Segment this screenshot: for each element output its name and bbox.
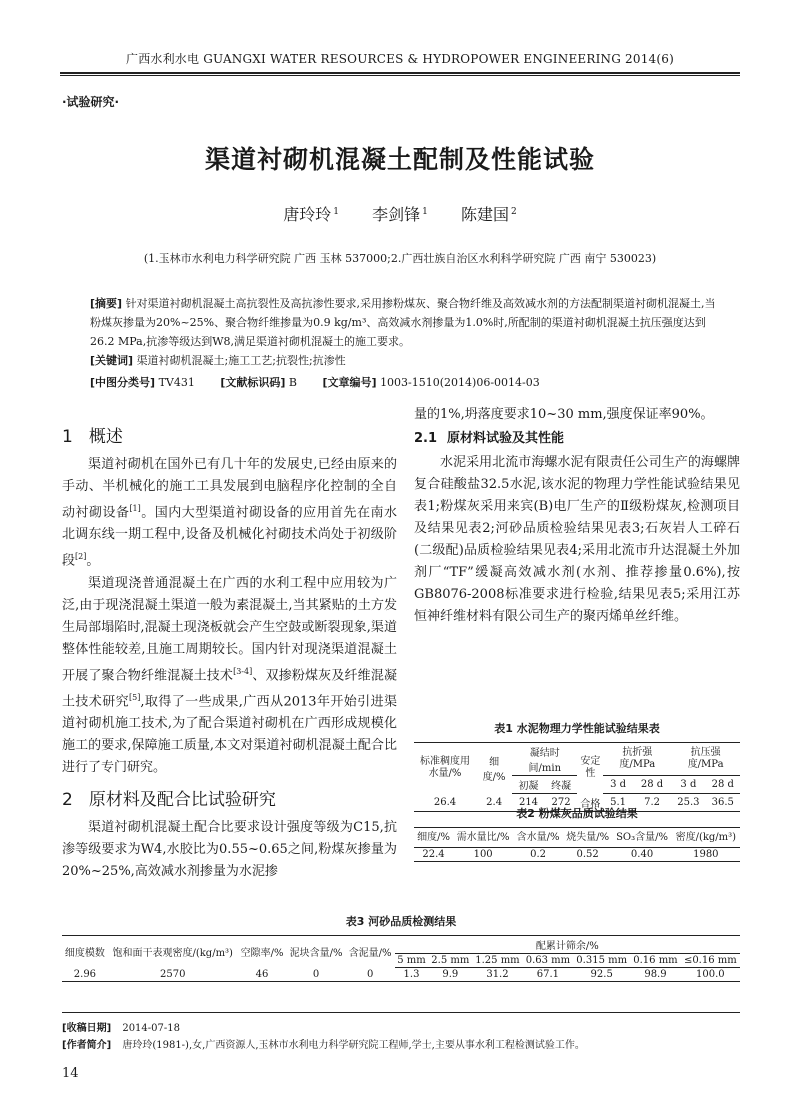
table-cell: 0.2 <box>530 849 546 860</box>
table-cell: 5.1 <box>610 796 627 808</box>
table-cell: 0 <box>366 968 374 980</box>
table-header: 需水量比/% <box>453 828 513 848</box>
left-column <box>62 422 397 883</box>
table-header: 抗压强度/MPa <box>671 743 740 776</box>
paragraph: 水泥采用北流市海螺水泥有限责任公司生产的海螺牌复合硅酸盐32.5水泥,该水泥的物理力学性能试验结果见表1;粉煤灰采用来宾(B)电厂生产的Ⅱ级粉煤灰,检测项目及结果见表2;河砂品质检验结果见表3;石灰岩人工碎石(二级配)品质检验结果见表4;采用北流市升达混凝土外加剂厂“TF”缓凝高效减水剂(水剂、推荐掺量0.6%),按GB8076-2008标准要求进行检验,结果见表5;采用江苏恒神纤维材料有限公司生产的聚丙烯单丝纤维。 <box>414 455 740 624</box>
abstract-text: 针对渠道衬砌机混凝土高抗裂性及高抗渗性要求,采用掺粉煤灰、聚合物纤维及高效减水剂的方法配制渠道衬砌机混凝土,当粉煤灰掺量为20%~25%、聚合物纤维掺量为0.9 kg/m³、高效减水剂掺量为1.0%时,所配制的渠道衬砌机混凝土抗压强度达到26.2 MPa,抗渗等级达到W8,满足渠道衬砌机混凝土的施工要求。 <box>90 297 716 348</box>
table-header: 配累计筛余/% <box>395 936 740 954</box>
paper-title: 渠道衬砌机混凝土配制及性能试验 <box>204 145 595 174</box>
table-3 <box>62 913 740 982</box>
table-header: 1.25 mm <box>472 954 522 968</box>
running-header: 广西水利水电 GUANGXI WATER RESOURCES & HYDROPOWER ENGINEERING 2014(6) <box>126 52 674 66</box>
page-number: 14 <box>62 1066 79 1081</box>
table-header: 细度/% <box>482 757 506 784</box>
table-cell: 92.5 <box>590 969 613 980</box>
table-cell: 46 <box>255 968 269 980</box>
table-header: 0.16 mm <box>630 954 680 968</box>
table-header: 饱和面干表观密度/(kg/m³) <box>112 948 233 960</box>
subsection-heading: 2.1 原材料试验及其性能 <box>414 431 565 446</box>
table-header: 安定性 <box>580 756 601 780</box>
received-date <box>62 1019 180 1034</box>
paragraph: 渠道衬砌机混凝土配合比要求设计强度等级为C15,抗渗等级要求为W4,水胶比为0.55~0.65之间,粉煤灰掺量为20%~25%,高效减水剂掺量为水泥掺 <box>62 820 397 880</box>
section-heading: 2 原材料及配合比试验研究 <box>62 790 276 811</box>
keywords-label: [关键词] <box>90 354 134 367</box>
right-column <box>414 404 740 628</box>
table-header: 0.315 mm <box>573 954 630 968</box>
table-header: 凝结时间/min <box>512 743 577 776</box>
table-cell: 1.3 <box>403 969 420 980</box>
header-rule-thin <box>60 75 740 76</box>
clc-label: [中图分类号] <box>90 376 156 389</box>
table-cell: 0 <box>312 968 320 980</box>
table-row <box>62 968 740 982</box>
table-header: 5 mm <box>395 954 429 968</box>
article-no-label: [文章编号] <box>322 376 377 389</box>
table-cell: 1980 <box>693 849 719 860</box>
affiliations: (1.玉林市水利电力科学研究院 广西 玉林 537000;2.广西壮族自治区水利科学研究院 广西 南宁 530023) <box>143 252 657 265</box>
section-tag: ·试验研究· <box>62 95 120 109</box>
table-cell: 31.2 <box>486 969 509 980</box>
abstract-label: [摘要] <box>90 297 123 310</box>
table-header: 空隙率/% <box>240 948 284 960</box>
table-header: 0.63 mm <box>523 954 573 968</box>
table-cell: 0.52 <box>576 849 599 860</box>
table-header: 细度模数 <box>64 948 105 960</box>
table-header: 3 d <box>671 776 705 794</box>
table-header: 烧失量/% <box>563 828 613 848</box>
author-bio-label: [作者简介] <box>62 1040 112 1051</box>
clc-value: TV431 <box>158 376 195 389</box>
table-cell: 22.4 <box>422 849 445 860</box>
table-header: 28 d <box>706 776 740 794</box>
author-bio-text: 唐玲玲(1981-),女,广西资源人,玉林市水利电力科学研究院工程师,学士,主要从事水利工程检测试验工作。 <box>122 1040 585 1051</box>
table-cell: 2.4 <box>486 796 503 808</box>
table-cell: 36.5 <box>711 796 734 808</box>
author: 唐玲玲 $^1$ <box>283 205 340 224</box>
table-header: 细度/% <box>414 828 453 848</box>
table-header: 抗折强度/MPa <box>603 743 671 776</box>
table-header: 终凝 <box>545 776 578 794</box>
table-cell: 26.4 <box>433 796 457 808</box>
flyash-table <box>414 827 740 862</box>
keywords-text: 渠道衬砌机混凝土;施工工艺;抗裂性;抗渗性 <box>136 354 346 367</box>
table-cell: 98.9 <box>644 969 667 980</box>
classification-line <box>90 374 720 390</box>
table-cell: 67.1 <box>536 969 560 980</box>
table-row <box>414 848 740 862</box>
author: 陈建国 $^2$ <box>460 205 517 224</box>
table-caption: 表1 水泥物理力学性能试验结果表 <box>494 722 660 735</box>
footnote-rule <box>62 1012 740 1013</box>
author: 李剑锋 $^1$ <box>372 205 428 224</box>
table-header: 初凝 <box>512 776 545 794</box>
table-header: 密度/(kg/m³) <box>672 828 740 848</box>
received-value: 2014-07-18 <box>122 1023 180 1034</box>
table-cell: 100 <box>473 849 493 860</box>
table-cell: 2570 <box>159 968 186 980</box>
cement-table <box>414 742 740 812</box>
table-cell: 272 <box>551 796 571 808</box>
table-header: 28 d <box>633 776 671 794</box>
table-cell: 100.0 <box>696 969 725 980</box>
table-caption: 表3 河砂品质检测结果 <box>345 915 457 928</box>
abstract <box>90 294 720 351</box>
received-label: [收稿日期] <box>62 1023 112 1034</box>
paragraph-continuation: 量的1%,坍落度要求10~30 mm,强度保证率90%。 <box>414 407 714 422</box>
table-cell: 7.2 <box>644 796 660 808</box>
table-cell: 9.9 <box>442 969 459 980</box>
table-header: 泥块含量/% <box>289 948 343 960</box>
keywords <box>90 352 720 368</box>
section-heading: 1 概述 <box>62 427 123 447</box>
article-no-value: 1003-1510(2014)06-0014-03 <box>380 376 540 389</box>
table-header: ≤0.16 mm <box>681 954 740 968</box>
table-1 <box>414 720 740 812</box>
table-header: 含水量/% <box>513 828 563 848</box>
table-cell: 0.40 <box>630 849 654 860</box>
doc-code-value: B <box>288 376 297 389</box>
table-header: 3 d <box>603 776 632 794</box>
paragraph: 渠道衬砌机在国外已有几十年的发展史,已经由原来的手动、半机械化的施工工具发展到电脑程序化控制的全自动衬砌设备[1]。国内大型渠道衬砌设备的应用首先在南水北调东线一期工程中,设备及机械化衬砌技术尚处于初级阶段[2]。 <box>62 457 397 569</box>
table-header: 2.5 mm <box>428 954 472 968</box>
doc-code-label: [文献标识码] <box>220 376 286 389</box>
header-rule <box>60 72 740 74</box>
sand-table <box>62 935 740 982</box>
table-header: SO₃含量/% <box>612 828 671 848</box>
table-cell: 214 <box>518 796 539 808</box>
table-cell: 合格 <box>580 798 601 810</box>
table-header: 含泥量/% <box>348 948 392 960</box>
author-list <box>0 202 800 225</box>
author-bio <box>62 1036 585 1051</box>
table-header: 标准稠度用水量/% <box>420 756 470 780</box>
paragraph: 渠道现浇普通混凝土在广西的水利工程中应用较为广泛,由于现浇混凝土渠道一般为素混凝土,当其紧贴的土方发生局部塌陷时,混凝土现浇板就会产生空鼓或断裂现象,渠道整体性能较差,且施工周期较长。国内针对现浇渠道混凝土开展了聚合物纤维混凝土技术[3-4]、双掺粉煤灰及纤维混凝土技术研究[5],取得了一些成果,广西从2013年开始引进渠道衬砌机施工技术,为了配合渠道衬砌机在广西形成规模化施工的要求,保障施工质量,本文对渠道衬砌机混凝土配合比进行了专门研究。 <box>62 575 397 776</box>
table-2 <box>414 805 740 862</box>
table-cell: 2.96 <box>73 968 97 980</box>
table-caption: 表2 粉煤灰品质试验结果 <box>516 807 638 820</box>
table-cell: 25.3 <box>677 796 700 808</box>
